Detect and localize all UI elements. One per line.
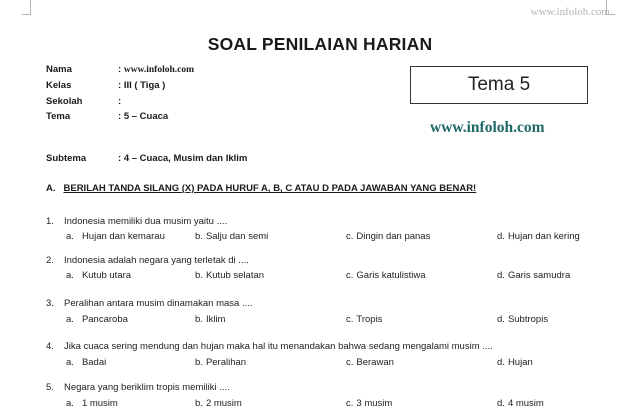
option-text: Garis samudra	[507, 270, 571, 281]
info-sep: :	[118, 64, 122, 75]
option-3a	[66, 314, 128, 325]
option-5a	[66, 398, 118, 409]
info-label-nama: Nama	[46, 64, 72, 75]
option-text: 3 musim	[356, 398, 393, 409]
subtema-value: 4 – Cuaca, Musim dan Iklim	[123, 153, 248, 164]
option-letter: b.	[195, 231, 203, 242]
option-letter: a.	[66, 357, 74, 368]
option-1b	[195, 231, 268, 242]
option-text: Hujan dan kering	[507, 231, 580, 242]
option-text: Badai	[81, 357, 107, 368]
option-text: Hujan dan kemarau	[81, 231, 165, 242]
option-text: Pancaroba	[81, 314, 128, 325]
option-letter: d.	[497, 270, 505, 281]
option-1d	[497, 231, 580, 242]
option-letter: d.	[497, 398, 505, 409]
question-3	[46, 298, 253, 309]
option-1a	[66, 231, 165, 242]
section-instruction	[46, 183, 476, 194]
option-1c	[346, 231, 430, 242]
info-value-kelas	[118, 80, 165, 91]
option-text: Kutub selatan	[205, 270, 265, 281]
question-5	[46, 382, 230, 393]
option-letter: d.	[497, 357, 505, 368]
tema-box: Tema 5	[410, 66, 588, 104]
option-4a	[66, 357, 106, 368]
option-text: Hujan	[507, 357, 533, 368]
option-3d	[497, 314, 548, 325]
option-letter: b.	[195, 398, 203, 409]
option-text: 1 musim	[81, 398, 118, 409]
option-letter: c.	[346, 270, 354, 281]
option-5d	[497, 398, 544, 409]
option-letter: c.	[346, 314, 354, 325]
question-4	[46, 341, 493, 352]
option-letter: b.	[195, 270, 203, 281]
question-number: 2.	[46, 255, 54, 266]
option-text: Dingin dan panas	[356, 231, 431, 242]
info-label-subtema: Subtema	[46, 153, 87, 164]
option-letter: a.	[66, 270, 74, 281]
kelas-value: III ( Tiga )	[123, 80, 166, 91]
question-text: Negara yang beriklim tropis memiliki ....	[64, 382, 230, 393]
watermark-top: www.infoloh.com	[530, 6, 610, 18]
info-label-kelas: Kelas	[46, 80, 72, 91]
option-text: Peralihan	[205, 357, 247, 368]
info-value-nama	[118, 64, 194, 75]
question-number: 3.	[46, 298, 54, 309]
option-letter: c.	[346, 357, 354, 368]
option-text: Salju dan semi	[205, 231, 269, 242]
option-letter: b.	[195, 314, 203, 325]
watermark-big: www.infoloh.com	[430, 119, 545, 136]
option-text: Kutub utara	[81, 270, 132, 281]
info-sep: :	[118, 153, 122, 164]
option-5c	[346, 398, 392, 409]
option-letter: d.	[497, 231, 505, 242]
tema-value: 5 – Cuaca	[123, 111, 169, 122]
option-2d	[497, 270, 570, 281]
option-letter: a.	[66, 314, 74, 325]
question-text: Peralihan antara musim dinamakan masa ....	[64, 298, 253, 309]
info-sep: :	[118, 96, 122, 107]
option-3c	[346, 314, 382, 325]
option-letter: d.	[497, 314, 505, 325]
option-4c	[346, 357, 394, 368]
option-text: 4 musim	[507, 398, 544, 409]
option-letter: c.	[346, 398, 354, 409]
info-value-tema	[118, 111, 168, 122]
option-3b	[195, 314, 225, 325]
option-text: Garis katulistiwa	[356, 270, 426, 281]
question-text: Indonesia adalah negara yang terletak di ....	[64, 255, 249, 266]
option-letter: a.	[66, 231, 74, 242]
question-number: 1.	[46, 216, 54, 227]
option-2b	[195, 270, 264, 281]
question-number: 5.	[46, 382, 54, 393]
page-title: SOAL PENILAIAN HARIAN	[207, 34, 433, 54]
option-4d	[497, 357, 533, 368]
option-4b	[195, 357, 246, 368]
info-sep: :	[118, 80, 122, 91]
option-letter: b.	[195, 357, 203, 368]
question-text: Indonesia memiliki dua musim yaitu ....	[64, 216, 228, 227]
option-2c	[346, 270, 426, 281]
info-sep: :	[118, 111, 122, 122]
option-5b	[195, 398, 242, 409]
option-letter: a.	[66, 398, 74, 409]
option-text: 2 musim	[205, 398, 242, 409]
option-text: Iklim	[205, 314, 226, 325]
question-number: 4.	[46, 341, 54, 352]
option-text: Subtropis	[507, 314, 549, 325]
instruction-text: BERILAH TANDA SILANG (X) PADA HURUF A, B, C ATAU D PADA JAWABAN YANG BENAR!	[63, 183, 477, 194]
question-2	[46, 255, 249, 266]
question-1	[46, 216, 227, 227]
info-label-sekolah: Sekolah	[46, 96, 83, 107]
option-text: Berawan	[356, 357, 394, 368]
watermark-inline: www.infoloh.com	[123, 65, 195, 75]
option-letter: c.	[346, 231, 354, 242]
info-value-subtema	[118, 153, 247, 164]
option-text: Tropis	[356, 314, 383, 325]
info-value-sekolah	[118, 96, 121, 107]
crop-mark-top-left	[22, 0, 31, 15]
option-2a	[66, 270, 131, 281]
info-label-tema: Tema	[46, 111, 71, 122]
question-text: Jika cuaca sering mendung dan hujan maka hal itu menandakan bahwa sedang mengalami musim ....	[64, 341, 493, 352]
section-letter: A.	[46, 183, 56, 194]
